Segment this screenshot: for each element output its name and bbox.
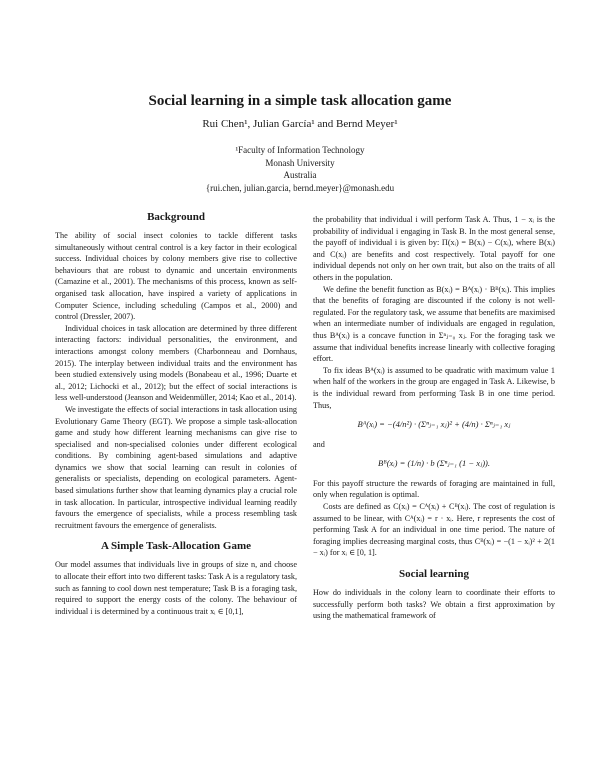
affiliation-country: Australia [283, 170, 317, 180]
paragraph: For this payoff structure the rewards of foraging are maintained in full, only when regulation is optimal. [313, 478, 555, 500]
equation-benefit-a: Bᴬ(xᵢ) = −(4/n²) · (Σⁿⱼ₌₁ xⱼ)² + (4/n) · Σⁿⱼ₌₁ xⱼ [357, 419, 511, 430]
paragraph: Our model assumes that individuals live in groups of size n, and choose to allocate their effort into two different tasks: Task A is a regulatory task, such as fanning to cool down nest temperature; Task B is a foraging task, required to support the energy costs of the colony. The behaviour of individual i is determined by a continuous trait xᵢ ∈ [0,1], [55, 560, 297, 616]
paragraph: To fix ideas Bᴬ(xᵢ) is assumed to be quadratic with maximum value 1 when half of the workers in the group are engaged in Task A. Likewise, b is the individual reward from performing Task B in one time period. Thus, [313, 365, 555, 410]
section-heading-background: Background [147, 211, 205, 223]
paragraph: We define the benefit function as B(xᵢ) = Bᴬ(xᵢ) · Bᴮ(xᵢ). This implies that the benefits of foraging are discounted if the colony is not well-regulated. For the regulatory task, we assume that benefits are maximised when an intermediate number of individuals are engaged in regulation, thus Bᴬ(xᵢ) is a concave function in Σⁿⱼ₌₀ xⱼ. For the foraging task we assume that individual benefits increase linearly with collective foraging effort. [313, 284, 555, 364]
author-emails: {rui.chen, julian.garcia, bernd.meyer}@monash.edu [205, 182, 395, 193]
paragraph: We investigate the effects of social interactions in task allocation using Evolutionary Game Theory (EGT). We propose a simple task-allocation game and study how different learning mechanisms can give rise to specialised and non-specialised colonies under different ecological conditions. By combining agent-based simulations and adaptive dynamics we show that social learning can result in colonies of generalists or specialists, depending on ecological parameters. Agent-based simulations further show that learning dynamics play a crucial role in task allocation. In particular, introspective individual learning readily favours the emergence of specialists, while a process resembling task recruitment favours the emergence of generalists. [55, 404, 298, 530]
left-column [55, 210, 297, 617]
equation-benefit-b: Bᴮ(xᵢ) = (1/n) · b (Σⁿⱼ₌₁ (1 − xⱼ)). [377, 458, 491, 469]
affiliation-faculty: ¹Faculty of Information Technology [235, 145, 365, 155]
section-heading-social-learning: Social learning [399, 568, 469, 581]
paragraph: How do individuals in the colony learn to coordinate their efforts to successfully perform both tasks? We obtain a first approximation by using the mathematical framework of [313, 588, 555, 621]
paragraph: Individual choices in task allocation are determined by three different interacting factors: individual personalities, the environment, and interactions amongst colony members (Charbonneau and Dornhaus, 2015). The interplay between individual traits and the environment has been studied extensively using models (Bonabeau et al., 1996; Duarte et al., 2012; Lichocki et al., 2012); but the effect of social interactions is less well-understood (Jeanson and Weidenmüller, 2014; Kao et al., 2014). [55, 323, 297, 403]
affiliation-block [0, 144, 600, 194]
paragraph: Costs are defined as C(xᵢ) = Cᴬ(xᵢ) + Cᴮ(xᵢ). The cost of regulation is assumed to be linear, with Cᴬ(xᵢ) = r · xᵢ. Here, r represents the cost of performing Task A for an individual in one time period. The nature of foraging implies decreasing marginal costs, thus Cᴮ(xᵢ) = −(1 − xᵢ)² + 2(1 − xᵢ) for xᵢ ∈ [0, 1]. [313, 502, 555, 558]
right-column [313, 214, 555, 622]
section-heading-game: A Simple Task-Allocation Game [100, 540, 252, 553]
affiliation-university: Monash University [265, 157, 335, 168]
paper-title: Social learning in a simple task allocation game [148, 93, 452, 109]
equation-connector: and [313, 439, 325, 449]
paragraph: The ability of social insect colonies to tackle different tasks simultaneously without central control is a key factor in their ecological success. Individual choices by colony members give rise to collective behaviours that are robust to dynamic and uncertain environments (Camazine et al., 2001). The mechanisms of this process, known as self-organised task allocation, have inspired a variety of applications in Computer Science, including scheduling (Campos et al., 2000) and control (Dressler, 2007). [55, 231, 297, 322]
paragraph: the probability that individual i will perform Task A. Thus, 1 − xᵢ is the probability of individual i engaging in Task B. In the most general sense, the payoff of individual i is given by: Π(xᵢ) = B(xᵢ) − C(xᵢ), where B(xᵢ) and C(xᵢ) are benefits and cost respectively. Total payoff for one individual depends not only on her own trait, but also on the traits of all others in the population. [313, 215, 555, 282]
author-list: Rui Chen¹, Julian García¹ and Bernd Meyer¹ [202, 118, 398, 130]
